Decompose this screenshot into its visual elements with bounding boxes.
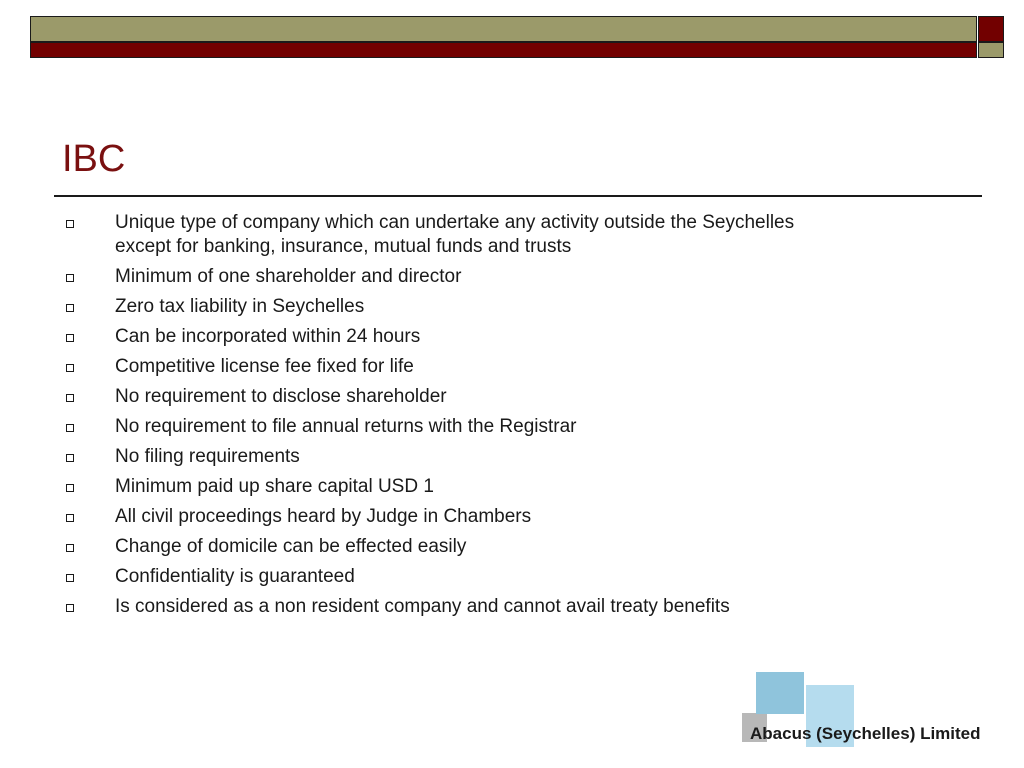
bullet-item bbox=[62, 565, 822, 589]
company-name: Abacus (Seychelles) Limited bbox=[750, 724, 981, 743]
bullet-item bbox=[62, 535, 822, 559]
square-bullet-icon bbox=[66, 544, 74, 552]
bullet-text: All civil proceedings heard by Judge in Chambers bbox=[115, 506, 532, 527]
bullet-text: Change of domicile can be effected easily bbox=[115, 536, 467, 557]
square-bullet-icon bbox=[66, 334, 74, 342]
bullet-item bbox=[62, 355, 822, 379]
square-bullet-icon bbox=[66, 604, 74, 612]
square-bullet-icon bbox=[66, 454, 74, 462]
square-bullet-icon bbox=[66, 514, 74, 522]
bullet-text: Competitive license fee fixed for life bbox=[115, 356, 414, 377]
bullet-item bbox=[62, 505, 822, 529]
square-bullet-icon bbox=[66, 394, 74, 402]
bullet-text: Minimum paid up share capital USD 1 bbox=[115, 476, 434, 497]
bullet-item bbox=[62, 211, 822, 259]
square-bullet-icon bbox=[66, 274, 74, 282]
bullet-text: Minimum of one shareholder and director bbox=[115, 266, 462, 287]
bullet-text: No filing requirements bbox=[115, 446, 300, 467]
bullet-item bbox=[62, 475, 822, 499]
bullet-item bbox=[62, 415, 822, 439]
header-band-maroon bbox=[30, 42, 977, 58]
bullet-item bbox=[62, 385, 822, 409]
header-corner-maroon bbox=[978, 16, 1004, 42]
square-bullet-icon bbox=[66, 220, 74, 228]
bullet-text: Can be incorporated within 24 hours bbox=[115, 326, 421, 347]
square-bullet-icon bbox=[66, 484, 74, 492]
bullet-item bbox=[62, 325, 822, 349]
bullet-text: Is considered as a non resident company and cannot avail treaty benefits bbox=[115, 596, 730, 617]
square-bullet-icon bbox=[66, 424, 74, 432]
bullet-text: No requirement to file annual returns with the Registrar bbox=[115, 416, 577, 437]
slide-title: IBC bbox=[62, 138, 126, 180]
square-bullet-icon bbox=[66, 574, 74, 582]
bullet-text: Zero tax liability in Seychelles bbox=[115, 296, 365, 317]
header-band-olive bbox=[30, 16, 977, 42]
bullet-item bbox=[62, 265, 822, 289]
logo-blue-square bbox=[756, 672, 804, 714]
bullet-text: Unique type of company which can undertake any activity outside the Seychelles except for banking, insurance, mutual funds and trusts bbox=[115, 212, 795, 257]
square-bullet-icon bbox=[66, 304, 74, 312]
header-corner-olive bbox=[978, 42, 1004, 58]
bullet-text: No requirement to disclose shareholder bbox=[115, 386, 447, 407]
square-bullet-icon bbox=[66, 364, 74, 372]
bullet-text: Confidentiality is guaranteed bbox=[115, 566, 355, 587]
bullet-item bbox=[62, 295, 822, 319]
bullet-item bbox=[62, 595, 822, 619]
bullet-list bbox=[62, 211, 822, 625]
title-divider bbox=[54, 195, 982, 197]
bullet-item bbox=[62, 445, 822, 469]
